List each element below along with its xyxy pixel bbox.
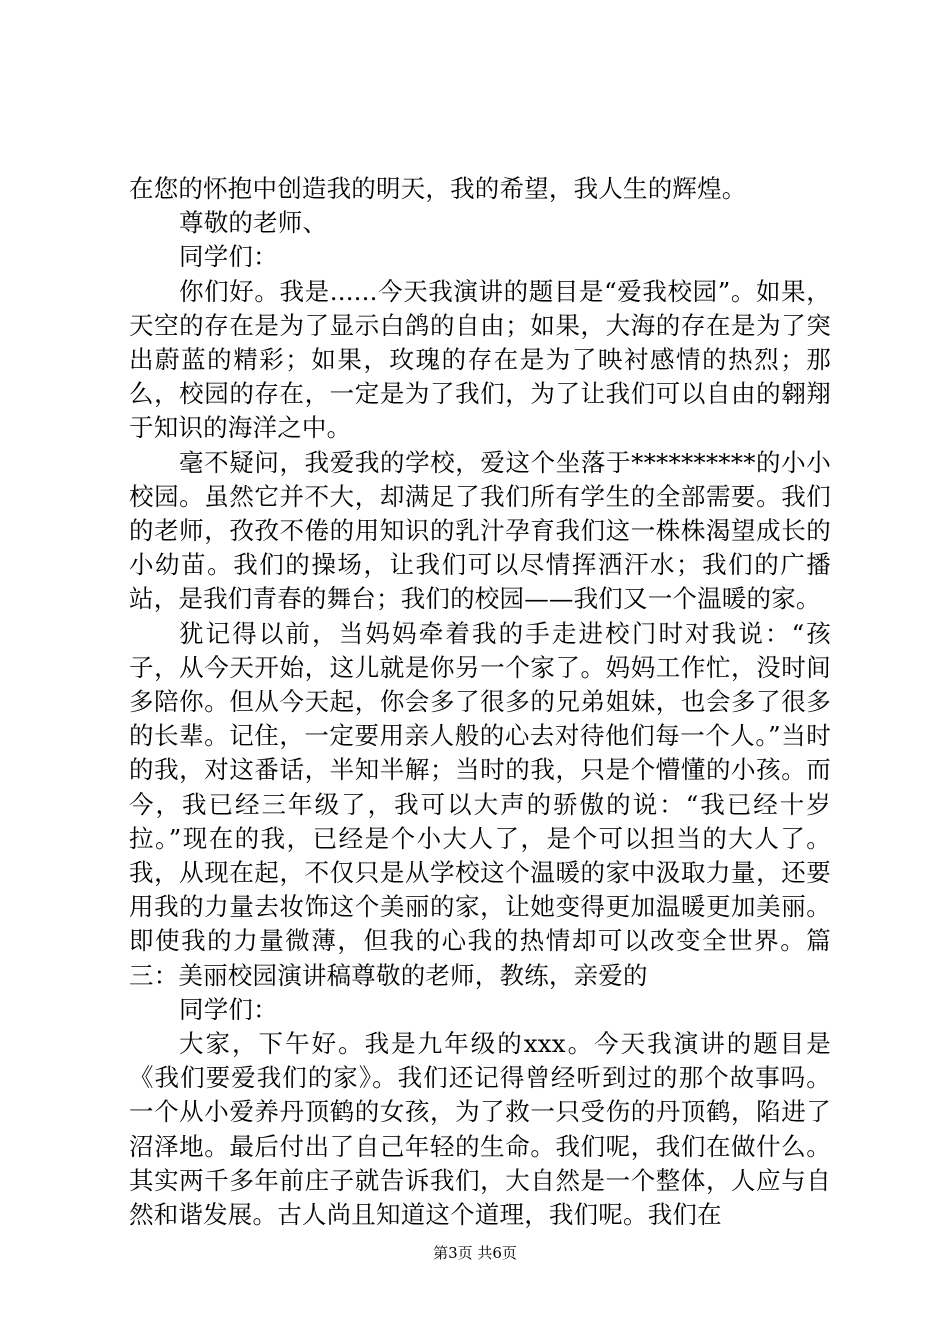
paragraph-salutation-students-2: 同学们： xyxy=(179,994,278,1024)
paragraph-continuation: 在您的怀抱中创造我的明天，我的希望，我人生的辉煌。 xyxy=(129,174,747,203)
document-body xyxy=(129,172,831,1232)
paragraph-salutation-students: 同学们： xyxy=(179,242,278,272)
paragraph-greeting: 你们好。我是......今天我演讲的题目是“爱我校园”。如果，天空的存在是为了显示白鸽的自由；如果，大海的存在是为了突出蔚蓝的精彩；如果，玫瑰的存在是为了映衬感情的热烈；那么，校园的存在，一定是为了我们，为了让我们可以自由的翱翔于知识的海洋之中。 xyxy=(129,276,831,443)
paragraph-memory: 犹记得以前，当妈妈牵着我的手走进校门时对我说：“孩子，从今天开始，这儿就是你另一个家了。妈妈工作忙，没时间多陪你。但从今天起，你会多了很多的兄弟姐妹，也会多了很多的长辈。记住，一定要用亲人般的心去对待他们每一个人。”当时的我，对这番话，半知半解；当时的我，只是个懵懂的小孩。而今，我已经三年级了，我可以大声的骄傲的说：“我已经十岁拉。”现在的我，已经是个小大人了，是个可以担当的大人了。我，从现在起，不仅只是从学校这个温暖的家中汲取力量，还要用我的力量去妆饰这个美丽的家，让她变得更加温暖更加美丽。即使我的力量微薄，但我的心我的热情却可以改变全世界。篇三：美丽校园演讲稿尊敬的老师，教练，亲爱的 xyxy=(129,618,831,990)
paragraph-school-love: 毫不疑问，我爱我的学校，爱这个坐落于**********的小小校园。虽然它并不大，却满足了我们所有学生的全部需要。我们的老师，孜孜不倦的用知识的乳汁孕育我们这一株株渴望成长的小幼苗。我们的操场，让我们可以尽情挥洒汗水；我们的广播站，是我们青春的舞台；我们的校园——我们又一个温暖的家。 xyxy=(129,447,831,614)
paragraph-speech-three: 大家，下午好。我是九年级的xxx。今天我演讲的题目是《我们要爱我们的家》。我们还记得曾经听到过的那个故事吗。一个从小爱养丹顶鹤的女孩，为了救一只受伤的丹顶鹤，陷进了沼泽地。最后付出了自己年轻的生命。我们呢，我们在做什么。其实两千多年前庄子就告诉我们，大自然是一个整体，人应与自然和谐发展。古人尚且知道这个道理，我们呢。我们在 xyxy=(129,1029,831,1230)
paragraph-salutation-teachers: 尊敬的老师、 xyxy=(179,208,328,238)
page-number: 第3页 共6页 xyxy=(433,1244,517,1262)
